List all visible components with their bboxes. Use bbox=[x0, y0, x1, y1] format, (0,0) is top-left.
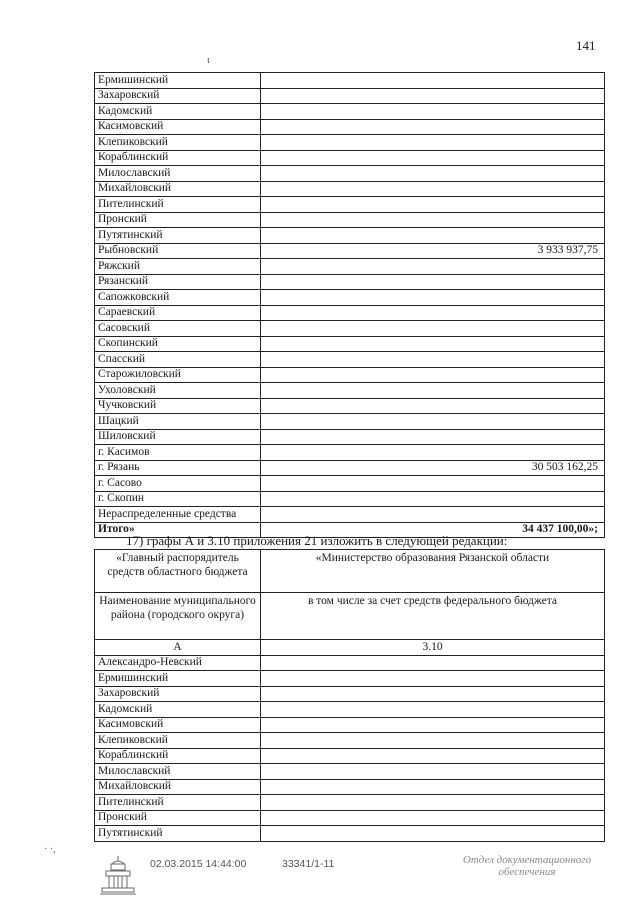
district-name-cell: Рыбновский bbox=[95, 243, 261, 259]
table-row bbox=[95, 671, 605, 687]
district-name-cell: Клепиковский bbox=[95, 733, 261, 749]
amount-cell bbox=[261, 779, 605, 795]
district-name-cell: Михайловский bbox=[95, 181, 261, 197]
amount-cell bbox=[261, 810, 605, 826]
district-name-cell: Захаровский bbox=[95, 88, 261, 104]
table-row bbox=[95, 181, 605, 197]
table-row bbox=[95, 655, 605, 671]
table-row bbox=[95, 733, 605, 749]
scan-dots: · ·, bbox=[44, 844, 56, 855]
amount-cell bbox=[261, 290, 605, 306]
table-row bbox=[95, 352, 605, 368]
district-name-cell: Нераспределенные средства bbox=[95, 507, 261, 523]
district-name-cell: Александро-Невский bbox=[95, 655, 261, 671]
amount-cell bbox=[261, 321, 605, 337]
district-name-cell: г. Рязань bbox=[95, 460, 261, 476]
amount-cell bbox=[261, 764, 605, 780]
header-ministry-label: «Министерство образования Рязанской области bbox=[261, 550, 605, 593]
district-name-cell: Ермишинский bbox=[95, 73, 261, 89]
amount-cell bbox=[261, 88, 605, 104]
table-row bbox=[95, 810, 605, 826]
table-row bbox=[95, 228, 605, 244]
table-row bbox=[95, 748, 605, 764]
table-row bbox=[95, 321, 605, 337]
district-name-cell: Милославский bbox=[95, 166, 261, 182]
amount-cell bbox=[261, 445, 605, 461]
district-name-cell: Ермишинский bbox=[95, 671, 261, 687]
table-row bbox=[95, 104, 605, 120]
amount-cell bbox=[261, 507, 605, 523]
amount-cell bbox=[261, 104, 605, 120]
amount-cell bbox=[261, 305, 605, 321]
table-row bbox=[95, 274, 605, 290]
table-row bbox=[95, 507, 605, 523]
amount-cell bbox=[261, 414, 605, 430]
district-name-cell: Касимовский bbox=[95, 119, 261, 135]
amount-cell: 30 503 162,25 bbox=[261, 460, 605, 476]
table-row bbox=[95, 445, 605, 461]
table-header-row bbox=[95, 593, 605, 640]
amount-cell bbox=[261, 383, 605, 399]
table-row bbox=[95, 764, 605, 780]
amount-cell bbox=[261, 135, 605, 151]
amount-cell bbox=[261, 491, 605, 507]
district-name-cell: Путятинский bbox=[95, 826, 261, 842]
table-header-row bbox=[95, 550, 605, 593]
header-federal-label: в том числе за счет средств федерального бюджета bbox=[261, 593, 605, 640]
amount-cell bbox=[261, 197, 605, 213]
table-row bbox=[95, 460, 605, 476]
district-name-cell: Кадомский bbox=[95, 104, 261, 120]
district-name-cell: Пителинский bbox=[95, 795, 261, 811]
column-code-row bbox=[95, 640, 605, 656]
table-row bbox=[95, 150, 605, 166]
table-row bbox=[95, 305, 605, 321]
table-row bbox=[95, 243, 605, 259]
district-name-cell: Скопинский bbox=[95, 336, 261, 352]
district-name-cell: Чучковский bbox=[95, 398, 261, 414]
table-row bbox=[95, 290, 605, 306]
appendix-table-body bbox=[95, 550, 605, 842]
amount-cell bbox=[261, 352, 605, 368]
appendix-21-table bbox=[94, 549, 605, 842]
table-row bbox=[95, 367, 605, 383]
amount-cell bbox=[261, 733, 605, 749]
amount-cell: 34 437 100,00»; bbox=[261, 522, 605, 538]
table-row bbox=[95, 702, 605, 718]
district-name-cell: Сапожковский bbox=[95, 290, 261, 306]
amount-cell bbox=[261, 476, 605, 492]
district-name-cell: Захаровский bbox=[95, 686, 261, 702]
table-row bbox=[95, 166, 605, 182]
page-footer bbox=[0, 844, 640, 902]
building-emblem-icon bbox=[96, 852, 140, 898]
footer-datetime: 02.03.2015 14:44:00 bbox=[150, 858, 247, 870]
amount-cell bbox=[261, 686, 605, 702]
amount-cell bbox=[261, 274, 605, 290]
amount-cell bbox=[261, 398, 605, 414]
header-distributor-label: «Главный распорядитель средств областного бюджета bbox=[95, 550, 261, 593]
district-name-cell: Сасовский bbox=[95, 321, 261, 337]
table-row bbox=[95, 779, 605, 795]
table-row bbox=[95, 429, 605, 445]
district-name-cell: Пителинский bbox=[95, 197, 261, 213]
amount-cell bbox=[261, 336, 605, 352]
table-row bbox=[95, 119, 605, 135]
district-name-cell: Шацкий bbox=[95, 414, 261, 430]
district-name-cell: г. Скопин bbox=[95, 491, 261, 507]
district-name-cell: Шиловский bbox=[95, 429, 261, 445]
amount-cell bbox=[261, 671, 605, 687]
district-name-cell: Пронский bbox=[95, 810, 261, 826]
table-row bbox=[95, 491, 605, 507]
district-name-cell: Ряжский bbox=[95, 259, 261, 275]
district-name-cell: Ухоловский bbox=[95, 383, 261, 399]
table-row bbox=[95, 197, 605, 213]
footer-doc-code: 33341/1-11 bbox=[282, 858, 335, 870]
amount-cell: 3 933 937,75 bbox=[261, 243, 605, 259]
table-row bbox=[95, 414, 605, 430]
table-row bbox=[95, 88, 605, 104]
amount-cell bbox=[261, 119, 605, 135]
amount-cell bbox=[261, 166, 605, 182]
header-district-label: Наименование муниципального района (городского округа) bbox=[95, 593, 261, 640]
column-code-3-10: 3.10 bbox=[261, 640, 605, 656]
page-number: 141 bbox=[576, 38, 596, 53]
amount-cell bbox=[261, 655, 605, 671]
amount-cell bbox=[261, 826, 605, 842]
table-row bbox=[95, 383, 605, 399]
district-name-cell: Михайловский bbox=[95, 779, 261, 795]
amount-cell bbox=[261, 150, 605, 166]
table-row bbox=[95, 476, 605, 492]
district-name-cell: г. Касимов bbox=[95, 445, 261, 461]
footer-department: Отдел документационного обеспечения bbox=[462, 854, 592, 878]
district-name-cell: г. Сасово bbox=[95, 476, 261, 492]
amount-cell bbox=[261, 259, 605, 275]
table-row bbox=[95, 795, 605, 811]
district-name-cell: Итого» bbox=[95, 522, 261, 538]
district-name-cell: Спасский bbox=[95, 352, 261, 368]
amount-cell bbox=[261, 748, 605, 764]
district-name-cell: Рязанский bbox=[95, 274, 261, 290]
table-row bbox=[95, 212, 605, 228]
amount-cell bbox=[261, 212, 605, 228]
amount-cell bbox=[261, 717, 605, 733]
district-name-cell: Сараевский bbox=[95, 305, 261, 321]
table-row bbox=[95, 135, 605, 151]
amount-cell bbox=[261, 429, 605, 445]
budget-table-continued bbox=[94, 72, 605, 538]
amount-cell bbox=[261, 73, 605, 89]
table-row bbox=[95, 398, 605, 414]
district-name-cell: Старожиловский bbox=[95, 367, 261, 383]
district-name-cell: Путятинский bbox=[95, 228, 261, 244]
table-row bbox=[95, 336, 605, 352]
table-row bbox=[95, 686, 605, 702]
section-heading: 17) графы А и 3.10 приложения 21 изложить в следующей редакции: bbox=[126, 533, 508, 548]
district-name-cell: Милославский bbox=[95, 764, 261, 780]
district-name-cell: Клепиковский bbox=[95, 135, 261, 151]
table-row bbox=[95, 259, 605, 275]
amount-cell bbox=[261, 181, 605, 197]
budget-table-body bbox=[95, 73, 605, 538]
amount-cell bbox=[261, 367, 605, 383]
table-row bbox=[95, 73, 605, 89]
amount-cell bbox=[261, 795, 605, 811]
table-row bbox=[95, 717, 605, 733]
amount-cell bbox=[261, 228, 605, 244]
district-name-cell: Пронский bbox=[95, 212, 261, 228]
district-name-cell: Касимовский bbox=[95, 717, 261, 733]
district-name-cell: Кадомский bbox=[95, 702, 261, 718]
amount-cell bbox=[261, 702, 605, 718]
column-code-a: А bbox=[95, 640, 261, 656]
table-row bbox=[95, 826, 605, 842]
district-name-cell: Кораблинский bbox=[95, 150, 261, 166]
district-name-cell: Кораблинский bbox=[95, 748, 261, 764]
stray-mark: ι bbox=[207, 55, 210, 66]
